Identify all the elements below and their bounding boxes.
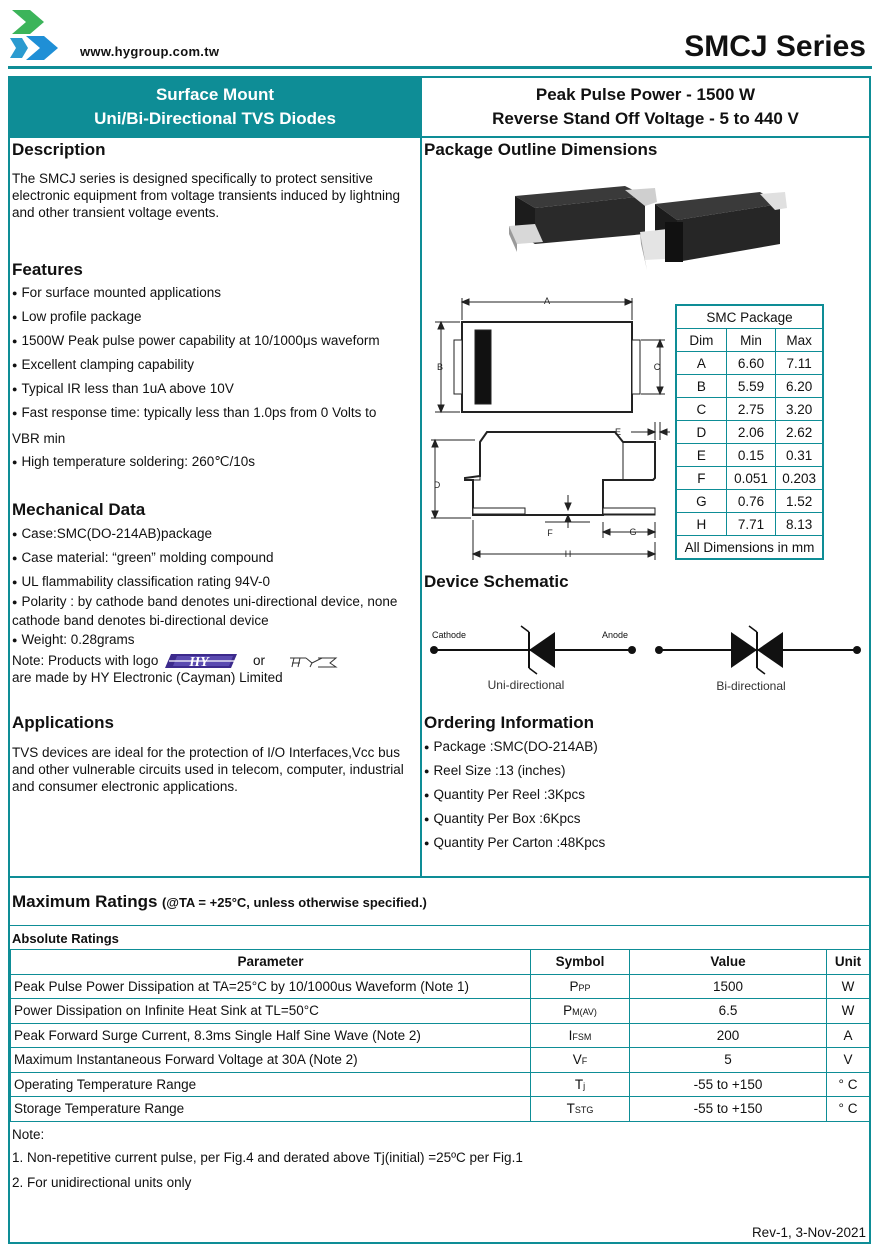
description-title: Description — [12, 140, 106, 159]
dimensions-table — [675, 304, 824, 560]
dim-label-f: F — [547, 528, 553, 538]
package-photo — [505, 182, 805, 278]
logo-note-b: are made by HY Electronic (Cayman) Limited — [12, 670, 283, 685]
ratings-row — [11, 999, 870, 1024]
package-dimension-drawing — [425, 290, 675, 570]
series-title: SMCJ Series — [684, 30, 866, 63]
param-cell: Operating Temperature Range — [11, 1072, 531, 1097]
dimensions-row — [676, 375, 823, 398]
features-title: Features — [12, 260, 83, 279]
mechanical-item: ● Polarity : by cathode band denotes uni-directional device, none cathode band denotes bi-directional device — [12, 593, 414, 629]
logo-note-a: Note: Products with logo — [12, 653, 159, 668]
ordering-item: ● Quantity Per Box :6Kpcs — [424, 810, 581, 829]
hy-outline-logo-icon — [288, 654, 340, 670]
ratings-header: Unit — [827, 950, 870, 975]
value-cell: -55 to +150 — [630, 1097, 827, 1122]
dim-label-a: A — [543, 296, 551, 306]
dim-cell: 1.52 — [776, 490, 823, 513]
ordering-item: ● Quantity Per Reel :3Kpcs — [424, 786, 585, 805]
ratings-subtitle: (@TA = +25°C, unless otherwise specified.) — [161, 895, 427, 910]
banner-divider — [10, 136, 870, 138]
ratings-divider — [10, 925, 870, 926]
dimensions-row — [676, 467, 823, 490]
param-cell: Peak Pulse Power Dissipation at TA=25°C by 10/1000us Waveform (Note 1) — [11, 974, 531, 999]
value-cell: 200 — [630, 1023, 827, 1048]
feature-item: ● High temperature soldering: 260℃/10s — [12, 453, 255, 472]
bi-directional-diode-icon — [655, 626, 861, 674]
ratings-header: Parameter — [11, 950, 531, 975]
banner-line-2: Uni/Bi-Directional TVS Diodes — [94, 109, 336, 128]
feature-item: ● Fast response time: typically less than 1.0ps from 0 Volts to — [12, 404, 376, 423]
dimensions-header: Dim — [676, 329, 726, 352]
dimensions-header: Max — [776, 329, 823, 352]
dim-cell: 8.13 — [776, 513, 823, 536]
hy-logo-icon — [165, 652, 239, 670]
description-text: The SMCJ series is designed specifically to protect sensitive electronic equipment from voltage transients induced by lightning and other transient voltage events. — [12, 171, 400, 220]
symbol-cell: VF — [531, 1048, 630, 1073]
uni-directional-label: Uni-directional — [487, 678, 565, 692]
header-rule — [8, 66, 872, 69]
unit-cell: W — [827, 999, 870, 1024]
mechanical-item: ● UL flammability classification rating 94V-0 — [12, 573, 270, 592]
dim-cell: 6.20 — [776, 375, 823, 398]
unit-cell: V — [827, 1048, 870, 1073]
dim-cell: 5.59 — [726, 375, 776, 398]
dim-cell: 0.31 — [776, 444, 823, 467]
website-url[interactable]: www.hygroup.com.tw — [80, 44, 220, 59]
symbol-cell: PPP — [531, 974, 630, 999]
dim-cell: 2.62 — [776, 421, 823, 444]
ratings-row — [11, 1023, 870, 1048]
dimensions-table-footer: All Dimensions in mm — [676, 536, 823, 560]
dimensions-row — [676, 421, 823, 444]
revision-label: Rev-1, 3-Nov-2021 — [751, 1225, 866, 1240]
dim-cell: 2.06 — [726, 421, 776, 444]
param-cell: Power Dissipation on Infinite Heat Sink at TL=50°C — [11, 999, 531, 1024]
note-item: 1. Non-repetitive current pulse, per Fig.4 and derated above Tj(initial) =25ºC per Fig.1 — [12, 1150, 523, 1165]
product-type-banner — [10, 78, 420, 136]
ordering-title: Ordering Information — [424, 713, 594, 732]
column-divider — [420, 78, 422, 878]
applications-text: TVS devices are ideal for the protection of I/O Interfaces,Vcc bus and other vulnerable circuits used in telecom, computer, industrial and consumer electronic applications. — [12, 745, 404, 794]
dim-label-e: E — [614, 427, 622, 437]
dim-cell: A — [676, 352, 726, 375]
dim-cell: 6.60 — [726, 352, 776, 375]
device-schematic — [425, 620, 870, 700]
param-cell: Maximum Instantaneous Forward Voltage at 30A (Note 2) — [11, 1048, 531, 1073]
logo-note-or: or — [253, 653, 266, 668]
dim-cell: H — [676, 513, 726, 536]
value-cell: -55 to +150 — [630, 1072, 827, 1097]
dim-cell: 0.15 — [726, 444, 776, 467]
ordering-item: ● Package :SMC(DO-214AB) — [424, 738, 598, 757]
dim-label-d: D — [433, 480, 441, 490]
dimensions-table-title: SMC Package — [676, 305, 823, 329]
symbol-cell: Tj — [531, 1072, 630, 1097]
dim-label-b: B — [436, 362, 444, 372]
dim-label-c: C — [653, 362, 661, 372]
standoff-voltage-line: Reverse Stand Off Voltage - 5 to 440 V — [492, 109, 799, 128]
dim-label-g: G — [629, 527, 637, 537]
package-title: Package Outline Dimensions — [424, 140, 658, 159]
ratings-row — [11, 974, 870, 999]
anode-label: Anode — [602, 630, 629, 640]
applications-title: Applications — [12, 713, 115, 732]
ratings-row — [11, 1072, 870, 1097]
dimensions-header: Min — [726, 329, 776, 352]
dim-cell: 0.051 — [726, 467, 776, 490]
param-cell: Peak Forward Surge Current, 8.3ms Single Half Sine Wave (Note 2) — [11, 1023, 531, 1048]
unit-cell: ° C — [827, 1072, 870, 1097]
feature-item: ● Typical IR less than 1uA above 10V — [12, 380, 234, 399]
value-cell: 5 — [630, 1048, 827, 1073]
schematic-title: Device Schematic — [424, 572, 569, 591]
company-logo — [8, 8, 72, 64]
dim-cell: C — [676, 398, 726, 421]
value-cell: 6.5 — [630, 999, 827, 1024]
section-divider — [10, 876, 870, 878]
ratings-header: Symbol — [531, 950, 630, 975]
ratings-heading — [12, 892, 427, 912]
dim-cell: 7.71 — [726, 513, 776, 536]
ordering-item: ● Reel Size :13 (inches) — [424, 762, 566, 781]
param-cell: Storage Temperature Range — [11, 1097, 531, 1122]
symbol-cell: IFSM — [531, 1023, 630, 1048]
dimensions-row — [676, 490, 823, 513]
dimensions-row — [676, 444, 823, 467]
absolute-ratings-label: Absolute Ratings — [12, 931, 119, 946]
ratings-header: Value — [630, 950, 827, 975]
symbol-cell: TSTG — [531, 1097, 630, 1122]
unit-cell: ° C — [827, 1097, 870, 1122]
bi-directional-label: Bi-directional — [716, 679, 786, 693]
ordering-item: ● Quantity Per Carton :48Kpcs — [424, 834, 605, 853]
dim-cell: 3.20 — [776, 398, 823, 421]
feature-item: ● Low profile package — [12, 308, 142, 327]
dimensions-row — [676, 513, 823, 536]
feature-item-continuation: VBR min — [12, 431, 66, 446]
ratings-row — [11, 1097, 870, 1122]
unit-cell: A — [827, 1023, 870, 1048]
dim-cell: F — [676, 467, 726, 490]
mechanical-item: ● Weight: 0.28grams — [12, 631, 135, 650]
dim-label-h: H — [564, 549, 572, 559]
dim-cell: 0.203 — [776, 467, 823, 490]
ratings-title: Maximum Ratings — [12, 892, 158, 911]
dim-cell: G — [676, 490, 726, 513]
note-title: Note: — [12, 1127, 45, 1142]
dim-cell: E — [676, 444, 726, 467]
dim-cell: 0.76 — [726, 490, 776, 513]
feature-item: ● Excellent clamping capability — [12, 356, 194, 375]
unit-cell: W — [827, 974, 870, 999]
ratings-row — [11, 1048, 870, 1073]
cathode-label: Cathode — [432, 630, 467, 640]
mechanical-item: ● Case:SMC(DO-214AB)package — [12, 525, 212, 544]
dim-cell: 7.11 — [776, 352, 823, 375]
dimensions-row — [676, 398, 823, 421]
dimensions-row — [676, 352, 823, 375]
note-item: 2. For unidirectional units only — [12, 1175, 192, 1190]
dim-cell: 2.75 — [726, 398, 776, 421]
mechanical-title: Mechanical Data — [12, 500, 146, 519]
peak-power-line: Peak Pulse Power - 1500 W — [535, 85, 756, 104]
feature-item: ● For surface mounted applications — [12, 284, 221, 303]
hy-logo-text: HY — [189, 655, 209, 670]
ratings-table — [10, 949, 870, 1122]
value-cell: 1500 — [630, 974, 827, 999]
dim-cell: B — [676, 375, 726, 398]
mechanical-item: ● Case material: “green” molding compound — [12, 549, 274, 568]
power-spec-banner — [422, 78, 869, 136]
dim-cell: D — [676, 421, 726, 444]
feature-item: ● 1500W Peak pulse power capability at 10/1000μs waveform — [12, 332, 380, 351]
symbol-cell: PM(AV) — [531, 999, 630, 1024]
banner-line-1: Surface Mount — [155, 85, 275, 104]
